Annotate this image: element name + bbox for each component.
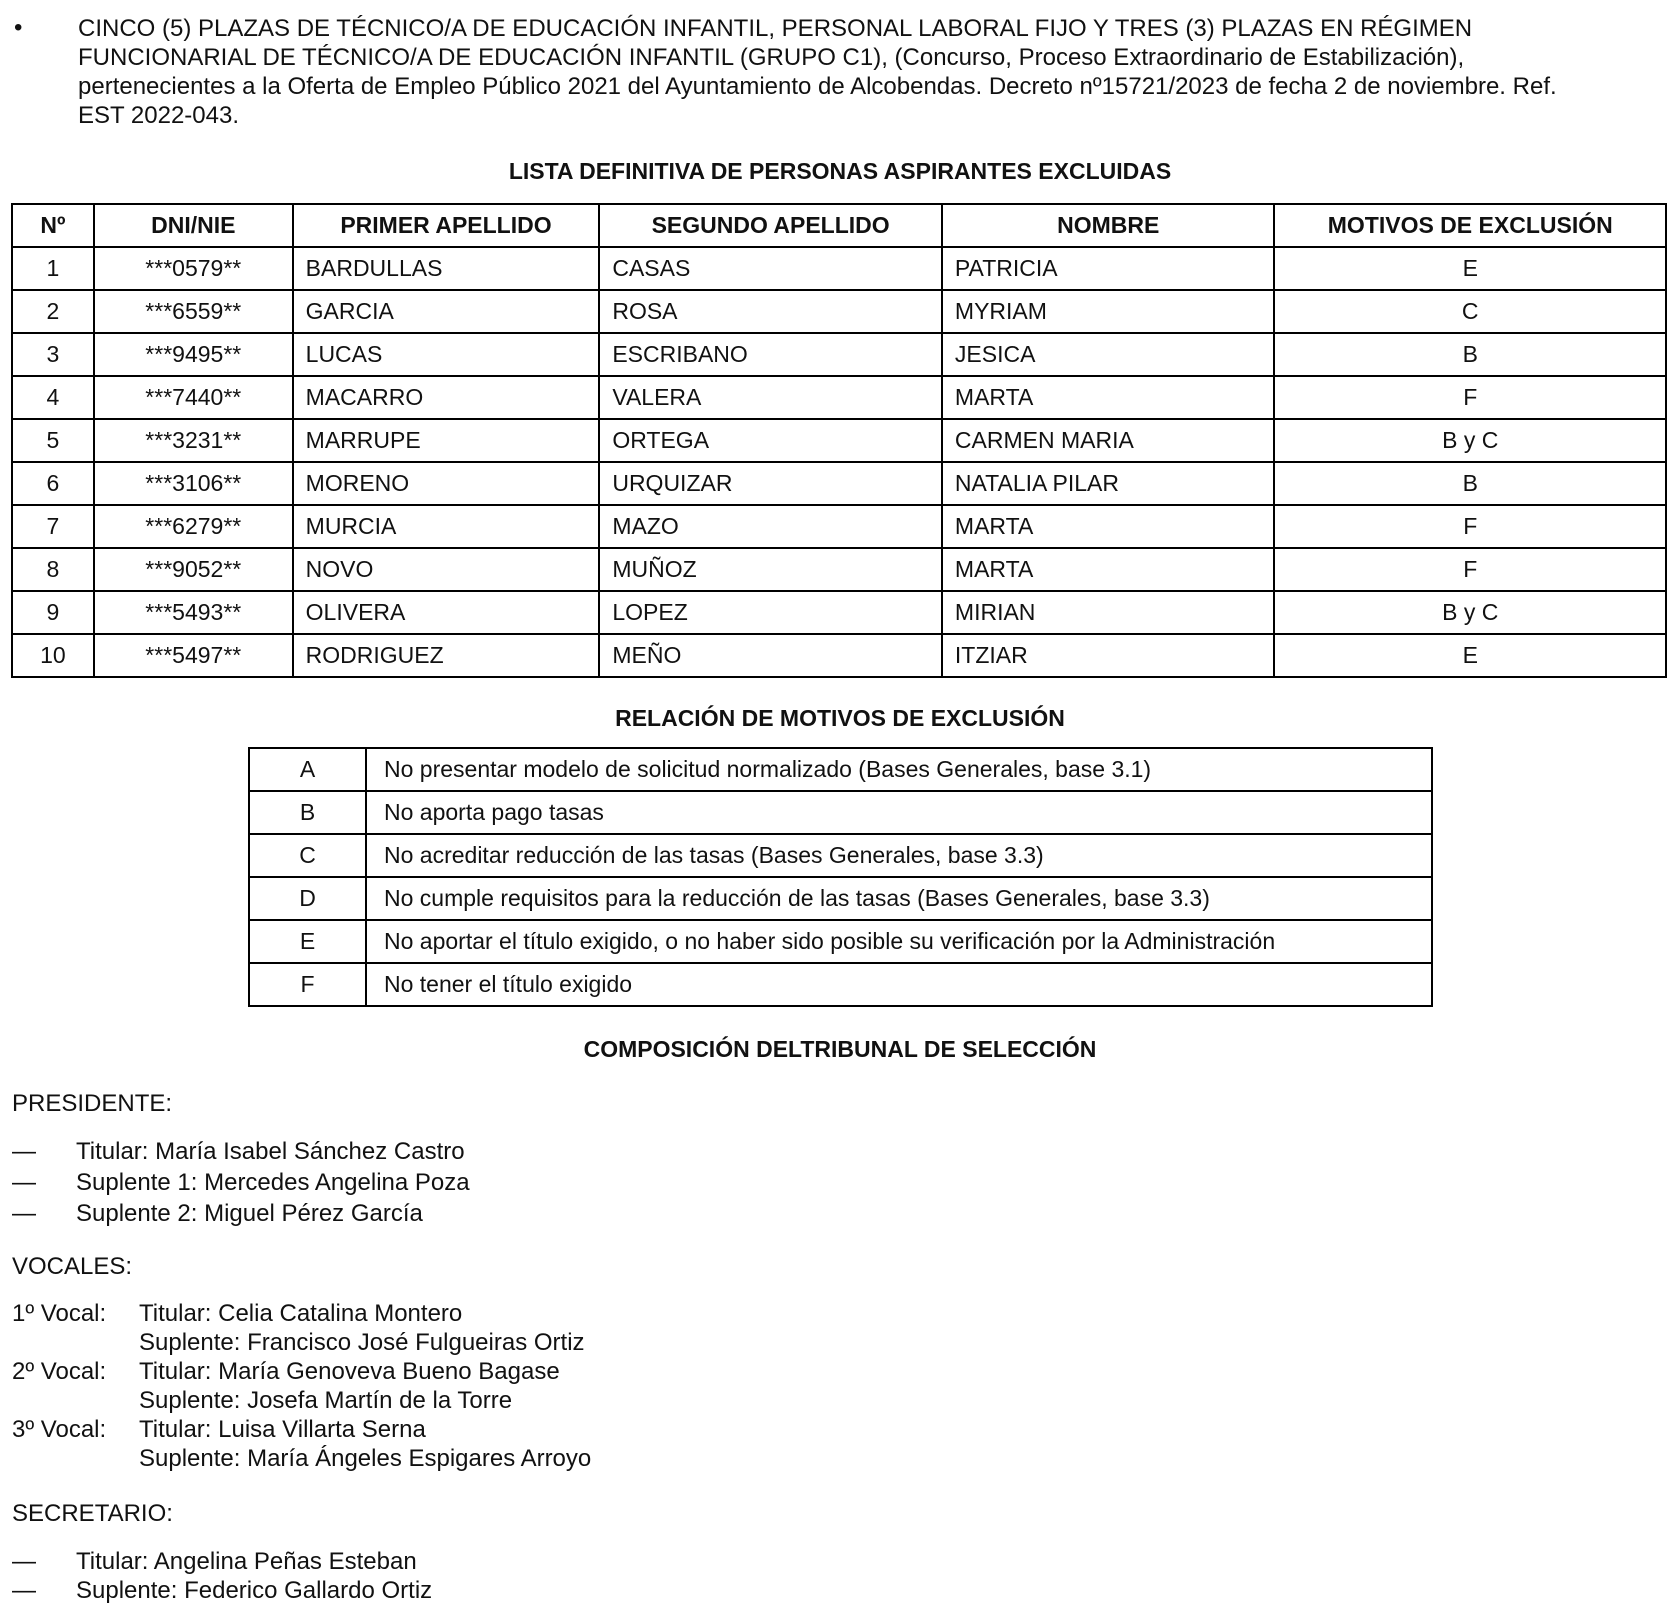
cell-segundo-apellido: URQUIZAR	[599, 462, 942, 505]
motivo-row	[249, 834, 1432, 877]
motivo-row	[249, 748, 1432, 791]
excluded-table	[11, 203, 1667, 678]
cell-dni: ***5493**	[94, 591, 293, 634]
table-row	[12, 462, 1666, 505]
cell-num: 2	[12, 290, 94, 333]
cell-segundo-apellido: ORTEGA	[599, 419, 942, 462]
motivo-code: E	[249, 920, 366, 963]
motivo-description: No tener el título exigido	[366, 963, 1432, 1006]
cell-primer-apellido: GARCIA	[293, 290, 600, 333]
table-row	[12, 290, 1666, 333]
table-row	[12, 247, 1666, 290]
intro-line: FUNCIONARIAL DE TÉCNICO/A DE EDUCACIÓN INFANTIL (GRUPO C1), (Concurso, Proceso Extraordinario de Estabilización),	[78, 44, 1465, 71]
cell-primer-apellido: NOVO	[293, 548, 600, 591]
intro-paragraph	[12, 14, 1652, 130]
tribunal-title: COMPOSICIÓN DELTRIBUNAL DE SELECCIÓN	[583, 1036, 1097, 1062]
motivo-description: No cumple requisitos para la reducción de las tasas (Bases Generales, base 3.3)	[366, 877, 1432, 920]
excluded-list-title: LISTA DEFINITIVA DE PERSONAS ASPIRANTES EXCLUIDAS	[508, 158, 1172, 184]
table-header-row	[12, 204, 1666, 247]
cell-motivos: F	[1274, 505, 1666, 548]
cell-segundo-apellido: MUÑOZ	[599, 548, 942, 591]
cell-primer-apellido: RODRIGUEZ	[293, 634, 600, 677]
header-nombre: NOMBRE	[942, 204, 1275, 247]
presidente-item	[12, 1138, 465, 1168]
cell-nombre: MIRIAN	[942, 591, 1275, 634]
vocal-key: 2º Vocal:	[12, 1358, 107, 1385]
cell-motivos: B	[1274, 333, 1666, 376]
motivo-row	[249, 791, 1432, 834]
secretario-titular: Titular: Angelina Peñas Esteban	[76, 1548, 417, 1575]
cell-segundo-apellido: MAZO	[599, 505, 942, 548]
cell-dni: ***9052**	[94, 548, 293, 591]
table-row	[12, 548, 1666, 591]
cell-segundo-apellido: ESCRIBANO	[599, 333, 942, 376]
table-row	[12, 419, 1666, 462]
cell-nombre: MARTA	[942, 505, 1275, 548]
header-motivos: MOTIVOS DE EXCLUSIÓN	[1274, 204, 1666, 247]
cell-primer-apellido: LUCAS	[293, 333, 600, 376]
vocal-1	[12, 1300, 462, 1328]
cell-nombre: NATALIA PILAR	[942, 462, 1275, 505]
cell-num: 5	[12, 419, 94, 462]
cell-num: 10	[12, 634, 94, 677]
vocales-label: VOCALES:	[12, 1253, 133, 1280]
intro-text	[78, 14, 1557, 130]
header-primer-apellido: PRIMER APELLIDO	[293, 204, 600, 247]
cell-segundo-apellido: ROSA	[599, 290, 942, 333]
cell-motivos: B y C	[1274, 419, 1666, 462]
cell-num: 4	[12, 376, 94, 419]
cell-nombre: MYRIAM	[942, 290, 1275, 333]
vocal-suplente: Suplente: Josefa Martín de la Torre	[139, 1387, 513, 1414]
cell-motivos: F	[1274, 376, 1666, 419]
dash: —	[12, 1138, 36, 1165]
cell-dni: ***6559**	[94, 290, 293, 333]
cell-primer-apellido: MARRUPE	[293, 419, 600, 462]
cell-dni: ***9495**	[94, 333, 293, 376]
presidente-item	[12, 1200, 423, 1230]
cell-dni: ***0579**	[94, 247, 293, 290]
cell-motivos: F	[1274, 548, 1666, 591]
cell-num: 9	[12, 591, 94, 634]
cell-primer-apellido: OLIVERA	[293, 591, 600, 634]
motivo-row	[249, 877, 1432, 920]
dash: —	[12, 1169, 36, 1196]
presidente-suplente-2: Suplente 2: Miguel Pérez García	[76, 1200, 423, 1227]
table-row	[12, 505, 1666, 548]
cell-dni: ***7440**	[94, 376, 293, 419]
vocal-suplente: Suplente: Francisco José Fulgueiras Ortiz	[139, 1329, 585, 1356]
vocal-titular: Titular: María Genoveva Bueno Bagase	[139, 1358, 560, 1385]
cell-segundo-apellido: LOPEZ	[599, 591, 942, 634]
intro-line: EST 2022-043.	[78, 102, 240, 129]
secretario-item	[12, 1577, 432, 1607]
motivo-description: No aportar el título exigido, o no haber sido posible su verificación por la Administración	[366, 920, 1432, 963]
cell-nombre: ITZIAR	[942, 634, 1275, 677]
vocal-titular: Titular: Celia Catalina Montero	[139, 1300, 463, 1327]
motivo-code: C	[249, 834, 366, 877]
vocal-2-suplente	[12, 1387, 512, 1415]
motivo-code: B	[249, 791, 366, 834]
vocal-3-suplente	[12, 1445, 591, 1473]
vocal-2	[12, 1358, 560, 1386]
motivos-title: RELACIÓN DE MOTIVOS DE EXCLUSIÓN	[615, 705, 1065, 731]
cell-dni: ***3106**	[94, 462, 293, 505]
cell-dni: ***3231**	[94, 419, 293, 462]
dash: —	[12, 1200, 36, 1227]
motivo-code: F	[249, 963, 366, 1006]
dash: —	[12, 1577, 36, 1604]
secretario-suplente: Suplente: Federico Gallardo Ortiz	[76, 1577, 433, 1604]
cell-segundo-apellido: VALERA	[599, 376, 942, 419]
motivo-code: D	[249, 877, 366, 920]
cell-primer-apellido: MORENO	[293, 462, 600, 505]
motivo-row	[249, 963, 1432, 1006]
vocal-key: 3º Vocal:	[12, 1416, 107, 1443]
cell-nombre: JESICA	[942, 333, 1275, 376]
cell-primer-apellido: MURCIA	[293, 505, 600, 548]
cell-nombre: CARMEN MARIA	[942, 419, 1275, 462]
motivo-description: No acreditar reducción de las tasas (Bases Generales, base 3.3)	[366, 834, 1432, 877]
motivo-row	[249, 920, 1432, 963]
intro-line: pertenecientes a la Oferta de Empleo Público 2021 del Ayuntamiento de Alcobendas. Decreto nº15721/2023 de fecha 2 de noviembre. Ref.	[78, 73, 1557, 100]
cell-primer-apellido: MACARRO	[293, 376, 600, 419]
table-row	[12, 333, 1666, 376]
cell-num: 6	[12, 462, 94, 505]
cell-segundo-apellido: CASAS	[599, 247, 942, 290]
motivo-description: No presentar modelo de solicitud normalizado (Bases Generales, base 3.1)	[366, 748, 1432, 791]
cell-motivos: B y C	[1274, 591, 1666, 634]
cell-segundo-apellido: MEÑO	[599, 634, 942, 677]
table-row	[12, 376, 1666, 419]
presidente-item	[12, 1169, 470, 1199]
motivo-code: A	[249, 748, 366, 791]
cell-motivos: B	[1274, 462, 1666, 505]
vocal-titular: Titular: Luisa Villarta Serna	[139, 1416, 426, 1443]
motivo-description: No aporta pago tasas	[366, 791, 1432, 834]
table-row	[12, 634, 1666, 677]
cell-nombre: MARTA	[942, 548, 1275, 591]
vocal-3	[12, 1416, 426, 1444]
presidente-label: PRESIDENTE:	[12, 1090, 173, 1117]
cell-motivos: C	[1274, 290, 1666, 333]
header-segundo-apellido: SEGUNDO APELLIDO	[599, 204, 942, 247]
cell-dni: ***5497**	[94, 634, 293, 677]
secretario-item	[12, 1548, 417, 1578]
cell-nombre: PATRICIA	[942, 247, 1275, 290]
cell-motivos: E	[1274, 247, 1666, 290]
intro-line: CINCO (5) PLAZAS DE TÉCNICO/A DE EDUCACIÓN INFANTIL, PERSONAL LABORAL FIJO Y TRES (3) PLAZAS EN RÉGIMEN	[78, 15, 1473, 42]
cell-nombre: MARTA	[942, 376, 1275, 419]
dash: —	[12, 1548, 36, 1575]
vocal-key: 1º Vocal:	[12, 1300, 107, 1327]
vocal-suplente: Suplente: María Ángeles Espigares Arroyo	[139, 1445, 592, 1472]
cell-motivos: E	[1274, 634, 1666, 677]
cell-dni: ***6279**	[94, 505, 293, 548]
table-row	[12, 591, 1666, 634]
bullet-icon: •	[14, 14, 23, 41]
cell-num: 3	[12, 333, 94, 376]
presidente-titular: Titular: María Isabel Sánchez Castro	[76, 1138, 465, 1165]
presidente-suplente-1: Suplente 1: Mercedes Angelina Poza	[76, 1169, 470, 1196]
cell-num: 8	[12, 548, 94, 591]
header-num: Nº	[12, 204, 94, 247]
header-dni: DNI/NIE	[94, 204, 293, 247]
cell-num: 1	[12, 247, 94, 290]
vocal-1-suplente	[12, 1329, 585, 1357]
motivos-table	[248, 747, 1433, 1007]
cell-num: 7	[12, 505, 94, 548]
cell-primer-apellido: BARDULLAS	[293, 247, 600, 290]
secretario-label: SECRETARIO:	[12, 1500, 173, 1527]
